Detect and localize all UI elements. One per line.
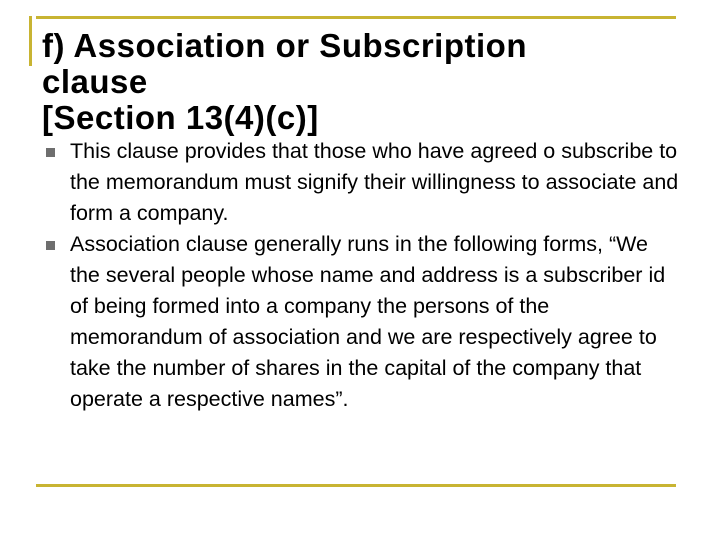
title-line-1: f) Association or Subscription — [42, 27, 527, 64]
square-bullet-icon — [46, 241, 55, 250]
left-divider — [29, 16, 32, 66]
title-line-3: [Section 13(4)(c)] — [42, 99, 319, 136]
bullet-text: This clause provides that those who have agreed o subscribe to the memorandum must signify their willingness to associate and form a company. — [70, 139, 679, 225]
list-item — [42, 136, 682, 229]
list-item — [42, 229, 682, 415]
bottom-divider — [36, 484, 676, 487]
title-line-2: clause — [42, 63, 148, 100]
top-divider — [36, 16, 676, 19]
square-bullet-icon — [46, 148, 55, 157]
bullet-text: Association clause generally runs in the following forms, “We the several people whose name and address is a subscriber id of being formed into a company the persons of the memorandum of association and we are respectively agree to take the number of shares in the capital of the company that operate a respective names”. — [70, 232, 666, 411]
slide-title — [42, 28, 682, 136]
bullet-list — [42, 136, 682, 415]
